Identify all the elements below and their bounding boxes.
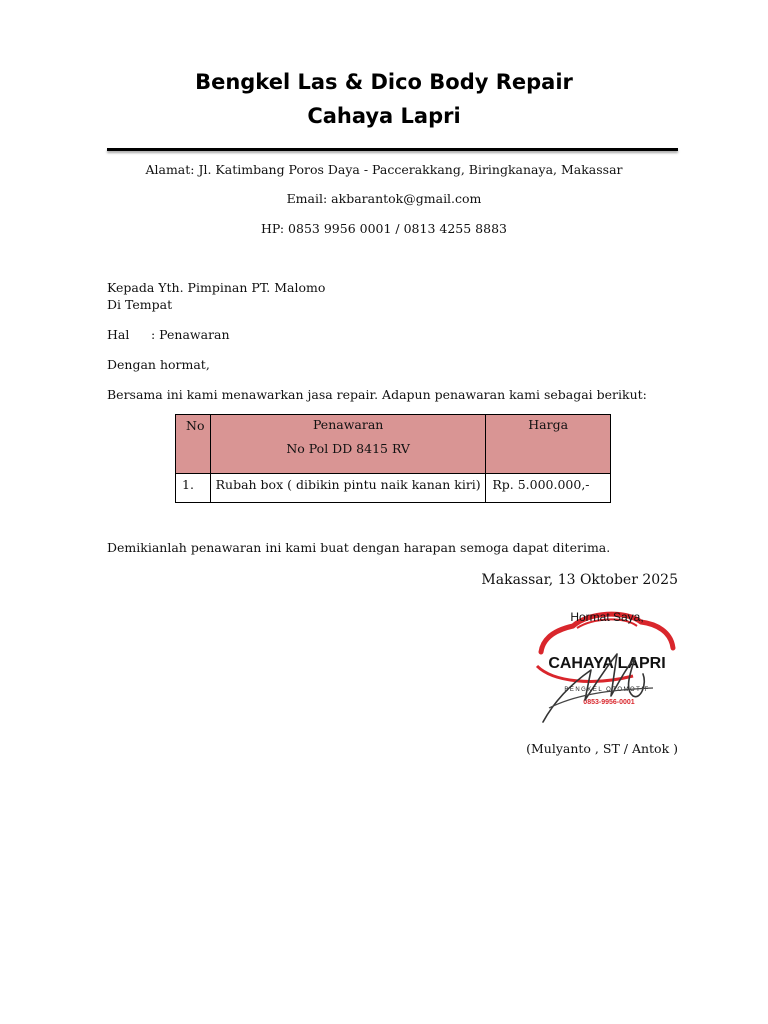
signer-name: (Mulyanto , ST / Antok ): [526, 741, 678, 756]
header-offer-subtitle: No Pol DD 8415 RV: [286, 441, 410, 456]
offer-table: [175, 414, 611, 503]
letterhead-phone: HP: 0853 9956 0001 / 0813 4255 8883: [261, 221, 507, 236]
place-date: Makassar, 13 Oktober 2025: [481, 572, 678, 588]
header-no: No: [176, 415, 211, 474]
offer-table-header: [176, 415, 611, 474]
header-price: Harga: [486, 415, 611, 474]
recipient-line2: Di Tempat: [107, 297, 173, 312]
table-row: [176, 474, 611, 503]
intro-paragraph: Bersama ini kami menawarkan jasa repair. Adapun penawaran kami sebagai berikut:: [107, 387, 647, 402]
row-item: Rubah box ( dibikin pintu naik kanan kiri): [210, 474, 485, 503]
letterhead-address: Alamat: Jl. Katimbang Poros Daya - Paccerakkang, Biringkanaya, Makassar: [145, 162, 623, 177]
letterhead-title-line1: Bengkel Las & Dico Body Repair: [195, 70, 573, 94]
row-no: 1.: [176, 474, 211, 503]
header-offer: [210, 415, 485, 474]
stamp-phone: 0853-9956-0001: [583, 699, 635, 706]
stamp-company-name: CAHAYA LAPRI: [548, 655, 666, 672]
letterhead-divider: [107, 148, 678, 151]
company-stamp-signature: [533, 604, 679, 728]
header-offer-label: Penawaran: [312, 417, 384, 432]
letterhead-title-line2: Cahaya Lapri: [307, 104, 461, 128]
subject-value: : Penawaran: [151, 327, 230, 342]
row-price: Rp. 5.000.000,-: [486, 474, 611, 503]
subject-label: Hal: [107, 327, 130, 342]
letterhead-email: Email: akbarantok@gmail.com: [286, 191, 482, 206]
greeting: Dengan hormat,: [107, 357, 210, 372]
stamp-regards: Hormat Saya,: [570, 610, 644, 624]
recipient-line1: Kepada Yth. Pimpinan PT. Malomo: [107, 280, 326, 295]
closing-paragraph: Demikianlah penawaran ini kami buat dengan harapan semoga dapat diterima.: [107, 540, 611, 555]
stamp-subtitle: BENGKEL OTOMOTIF: [564, 687, 650, 693]
